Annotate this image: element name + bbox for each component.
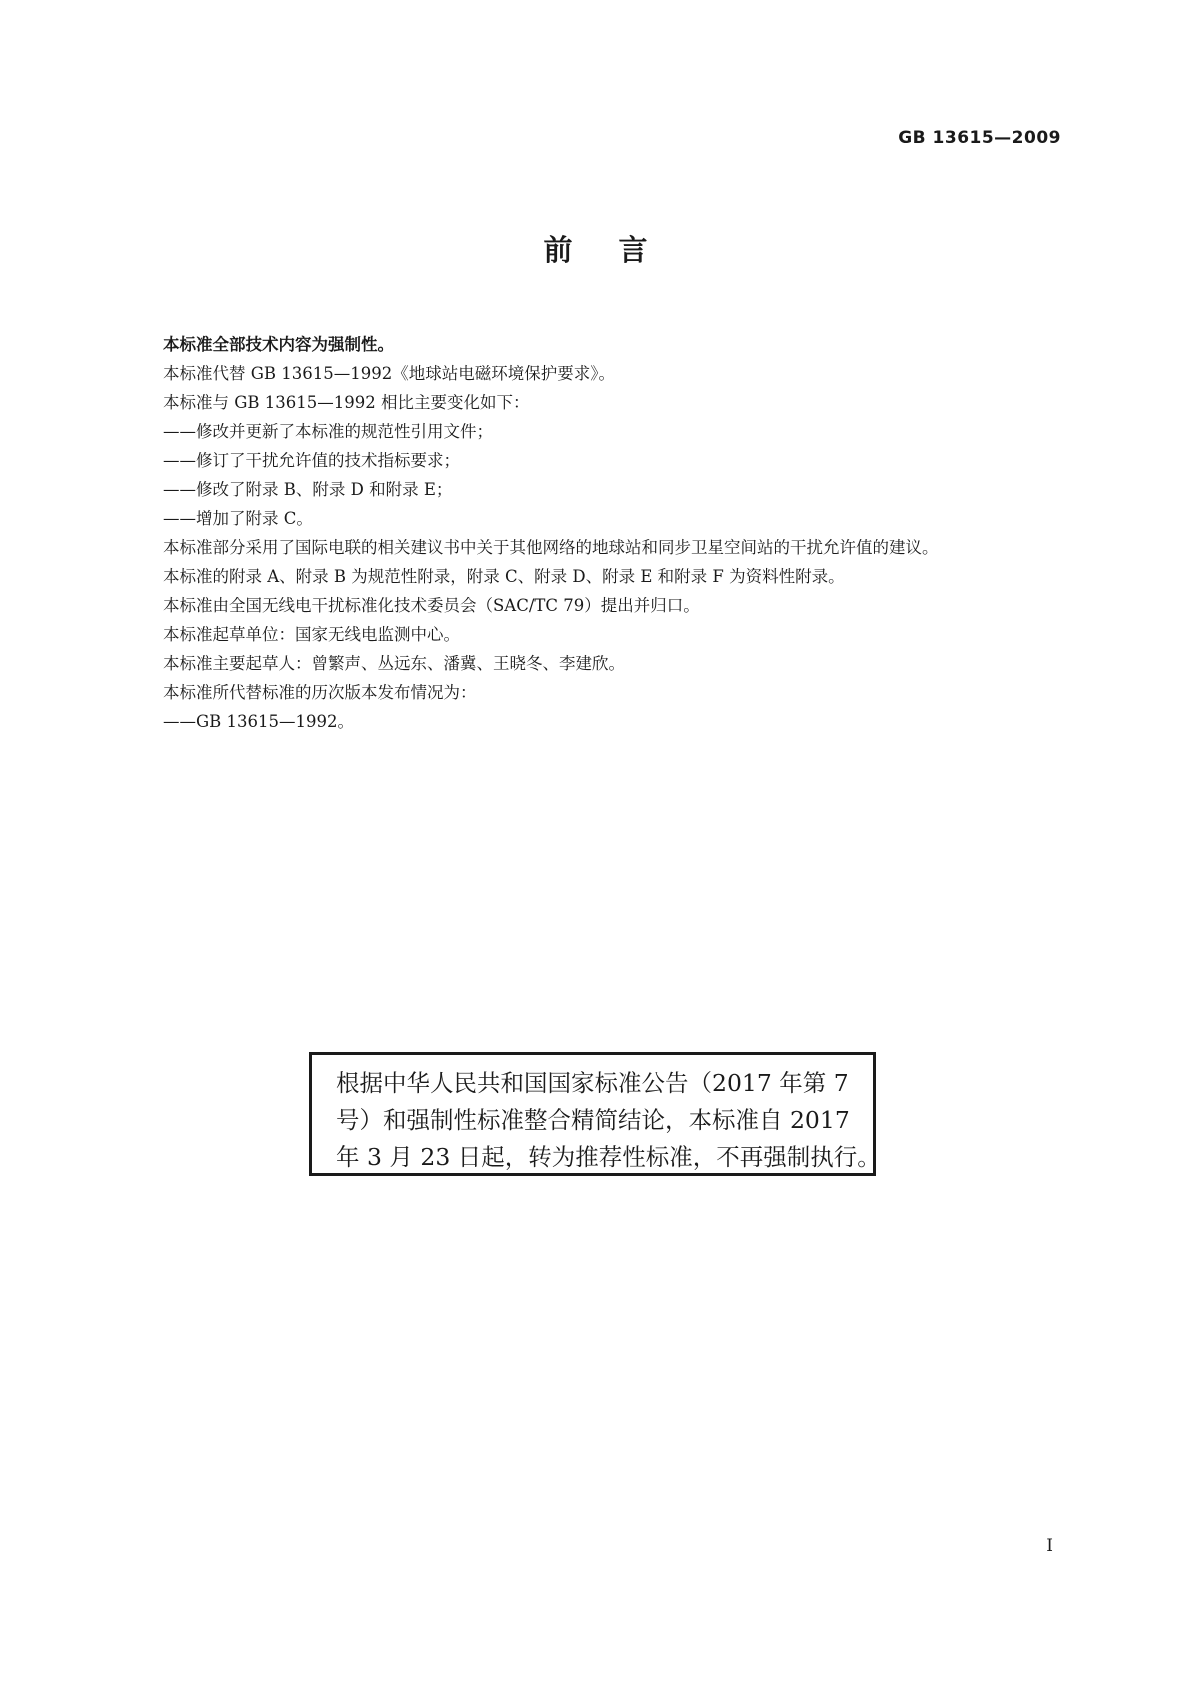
standard-code: GB 13615—2009 <box>898 128 1061 148</box>
notice-line: 号）和强制性标准整合精简结论，本标准自 2017 <box>336 1106 850 1134</box>
paragraph-replaces: 本标准代替 GB 13615—1992《地球站电磁环境保护要求》。 <box>163 364 616 383</box>
paragraph-proposed-by: 本标准由全国无线电干扰标准化技术委员会（SAC/TC 79）提出并归口。 <box>163 596 700 615</box>
notice-line: 年 3 月 23 日起，转为推荐性标准，不再强制执行。 <box>336 1143 881 1171</box>
paragraph-previous-editions: 本标准所代替标准的历次版本发布情况为： <box>163 683 477 702</box>
paragraph-drafters: 本标准主要起草人：曾繁声、丛远东、潘冀、王晓冬、李建欣。 <box>163 654 625 673</box>
change-item: ——增加了附录 C。 <box>163 509 313 528</box>
paragraph-drafting-unit: 本标准起草单位：国家无线电监测中心。 <box>163 625 460 644</box>
change-item: ——修订了干扰允许值的技术指标要求； <box>163 451 460 470</box>
page-number: I <box>1046 1536 1053 1556</box>
paragraph-changes-intro: 本标准与 GB 13615—1992 相比主要变化如下： <box>163 393 530 412</box>
change-item: ——修改了附录 B、附录 D 和附录 E； <box>163 480 453 499</box>
notice-box <box>309 1052 881 1176</box>
page-title: 前言 <box>543 233 694 267</box>
change-item: ——修改并更新了本标准的规范性引用文件； <box>163 422 493 441</box>
previous-edition-item: ——GB 13615—1992。 <box>163 712 355 731</box>
paragraph-annexes: 本标准的附录 A、附录 B 为规范性附录，附录 C、附录 D、附录 E 和附录 F 为资料性附录。 <box>163 567 845 586</box>
paragraph-mandatory-statement: 本标准全部技术内容为强制性。 <box>163 335 394 354</box>
foreword-body <box>130 330 1060 736</box>
notice-line: 根据中华人民共和国国家标准公告（2017 年第 7 <box>336 1069 849 1097</box>
paragraph-itu-adoption: 本标准部分采用了国际电联的相关建议书中关于其他网络的地球站和同步卫星空间站的干扰允许值的建议。 <box>163 538 939 557</box>
